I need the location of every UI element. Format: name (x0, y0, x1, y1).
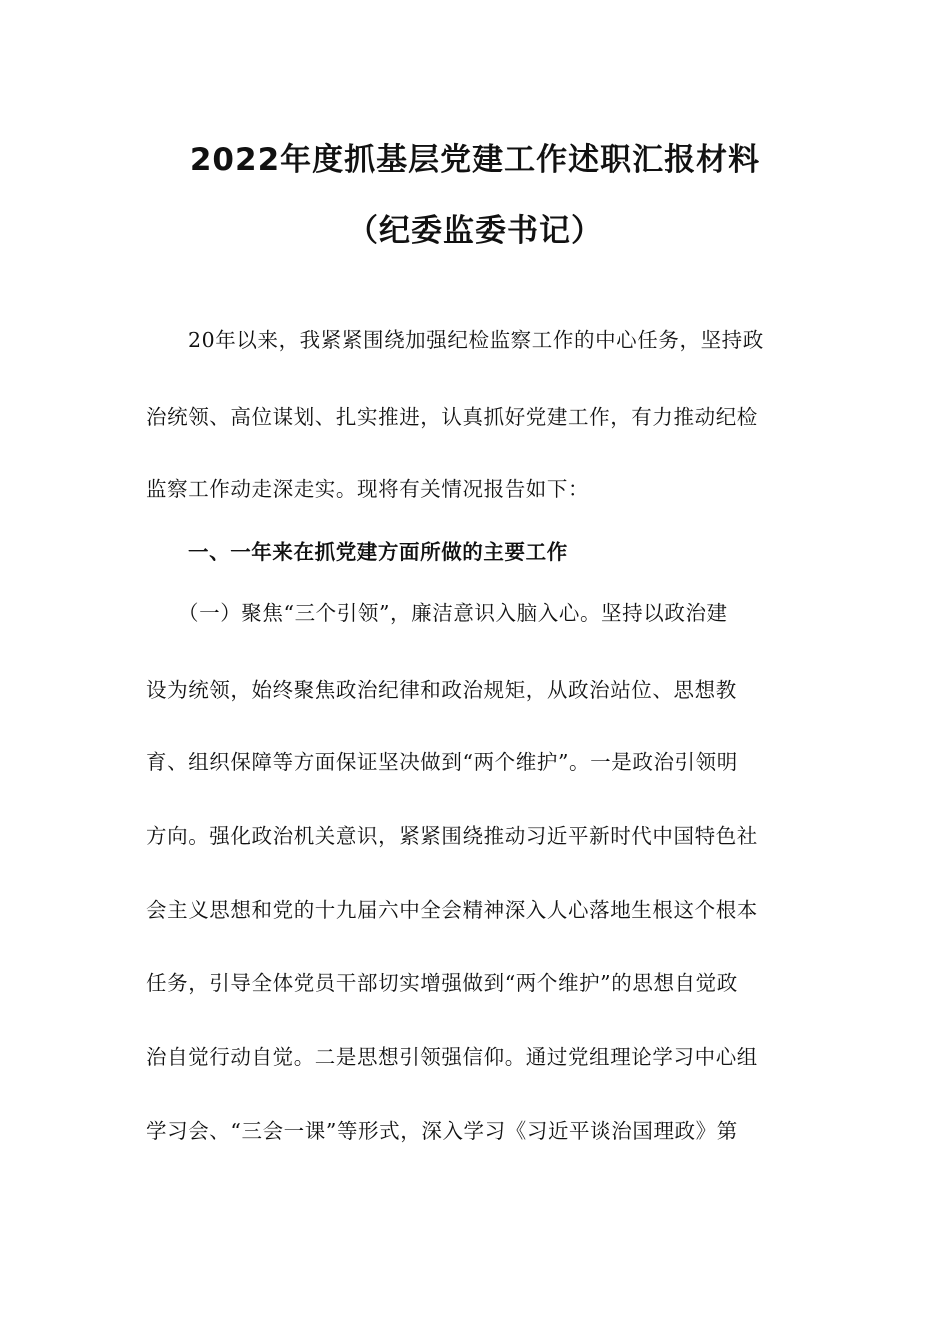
intro-line: 20年以来，我紧紧围绕加强纪检监察工作的中心任务，坚持政 (188, 328, 764, 352)
section-heading: 一、一年来在抓党建方面所做的主要工作 (188, 540, 568, 564)
body-line: （一）聚焦“三个引领”，廉洁意识入脑入心。坚持以政治建 (178, 601, 728, 625)
body-line: 方向。强化政治机关意识，紧紧围绕推动习近平新时代中国特色社 (146, 824, 758, 848)
body-line: 学习会、“三会一课”等形式，深入学习《习近平谈治国理政》第 (146, 1119, 738, 1143)
intro-line: 治统领、高位谋划、扎实推进，认真抓好党建工作，有力推动纪检 (146, 405, 758, 429)
body-line: 设为统领，始终聚焦政治纪律和政治规矩，从政治站位、思想教 (146, 678, 737, 702)
body-line: 治自觉行动自觉。二是思想引领强信仰。通过党组理论学习中心组 (146, 1045, 758, 1069)
intro-line: 监察工作动走深走实。现将有关情况报告如下： (146, 477, 590, 501)
body-line: 育、组织保障等方面保证坚决做到“两个维护”。一是政治引领明 (146, 750, 738, 774)
body-line: 会主义思想和党的十九届六中全会精神深入人心落地生根这个根本 (146, 898, 758, 922)
document-subtitle: （纪委监委书记） (347, 213, 603, 249)
body-line: 任务，引导全体党员干部切实增强做到“两个维护”的思想自觉政 (146, 971, 738, 995)
document-title: 2022年度抓基层党建工作述职汇报材料 (189, 142, 761, 178)
